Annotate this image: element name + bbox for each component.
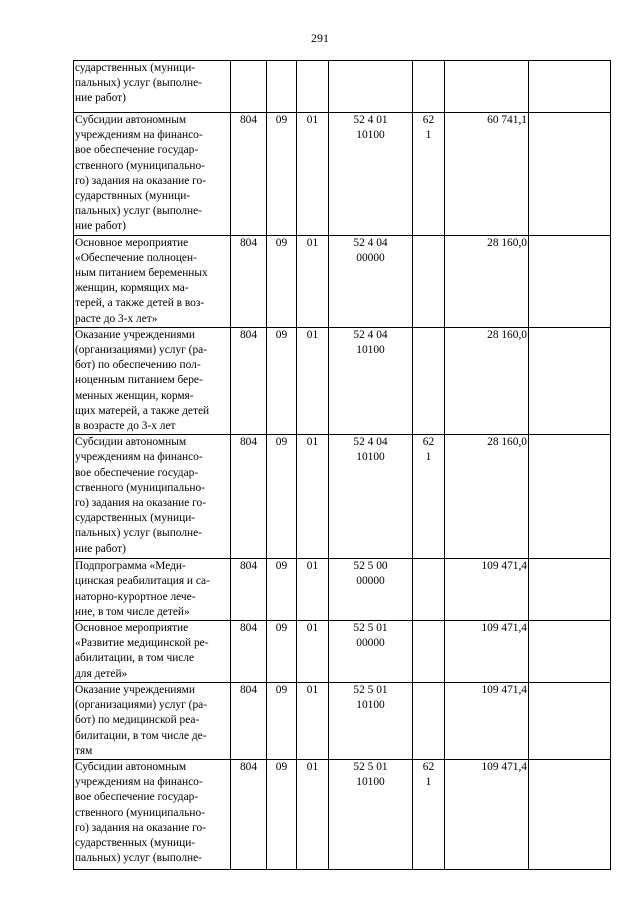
section-code-cell: 09 xyxy=(267,435,297,559)
subsection-code-cell: 01 xyxy=(297,559,329,621)
item-name-cell: Основное мероприятие «Развитие медицинской ре- абилитации, в том числе для детей» xyxy=(74,621,231,683)
target-article-cell: 52 5 01 10100 xyxy=(329,682,413,759)
item-name-cell: сударственных (муници- пальных) услуг (выполне- ние работ) xyxy=(74,61,231,113)
expense-type-cell xyxy=(413,61,445,113)
section-code-cell: 09 xyxy=(267,759,297,869)
subsection-code-cell: 01 xyxy=(297,682,329,759)
amount-cell xyxy=(445,61,529,113)
empty-cell xyxy=(529,559,611,621)
ministry-code-cell: 804 xyxy=(231,435,267,559)
empty-cell xyxy=(529,327,611,434)
amount-cell: 109 471,4 xyxy=(445,559,529,621)
section-code-cell: 09 xyxy=(267,113,297,236)
ministry-code-cell: 804 xyxy=(231,559,267,621)
amount-cell: 28 160,0 xyxy=(445,235,529,327)
section-code-cell xyxy=(267,61,297,113)
empty-cell xyxy=(529,759,611,869)
expense-type-cell xyxy=(413,559,445,621)
amount-cell: 28 160,0 xyxy=(445,327,529,434)
table-row xyxy=(74,435,611,559)
target-article-cell: 52 4 01 10100 xyxy=(329,113,413,236)
target-article-cell: 52 4 04 10100 xyxy=(329,327,413,434)
expense-type-cell: 62 1 xyxy=(413,759,445,869)
table-row xyxy=(74,235,611,327)
target-article-cell: 52 5 01 00000 xyxy=(329,621,413,683)
item-name-cell: Оказание учреждениями (организациями) услуг (ра- бот) по обеспечению пол- ноценным питанием бере- менных женщин, кормя- щих матерей, а также детей в возрасте до 3-х лет xyxy=(74,327,231,434)
item-name-cell: Подпрограмма «Меди- цинская реабилитация и са- наторно-курортное лече- ние, в том числе детей» xyxy=(74,559,231,621)
budget-table xyxy=(73,60,611,870)
section-code-cell: 09 xyxy=(267,327,297,434)
section-code-cell: 09 xyxy=(267,559,297,621)
subsection-code-cell: 01 xyxy=(297,113,329,236)
item-name-cell: Оказание учреждениями (организациями) услуг (ра- бот) по медицинской реа- билитации, в том числе де- тям xyxy=(74,682,231,759)
empty-cell xyxy=(529,113,611,236)
target-article-cell: 52 5 00 00000 xyxy=(329,559,413,621)
table-row xyxy=(74,327,611,434)
table-row xyxy=(74,759,611,869)
table-row xyxy=(74,621,611,683)
empty-cell xyxy=(529,435,611,559)
empty-cell xyxy=(529,621,611,683)
item-name-cell: Субсидии автономным учреждениям на финансо- вое обеспечение государ- ственного (муниципально- го) задания на оказание го- сударственных (муници- пальных) услуг (выполне- ние работ) xyxy=(74,435,231,559)
empty-cell xyxy=(529,682,611,759)
table-row xyxy=(74,682,611,759)
target-article-cell: 52 5 01 10100 xyxy=(329,759,413,869)
expense-type-cell: 62 1 xyxy=(413,113,445,236)
subsection-code-cell: 01 xyxy=(297,621,329,683)
section-code-cell: 09 xyxy=(267,621,297,683)
expense-type-cell xyxy=(413,235,445,327)
item-name-cell: Основное мероприятие «Обеспечение полноцен- ным питанием беременных женщин, кормящих ма- терей, а также детей в воз- расте до 3-х лет» xyxy=(74,235,231,327)
subsection-code-cell: 01 xyxy=(297,435,329,559)
item-name-cell: Субсидии автономным учреждениям на финансо- вое обеспечение государ- ственного (муниципально- го) задания на оказание го- сударственных (муници- пальных) услуг (выполне- xyxy=(74,759,231,869)
empty-cell xyxy=(529,61,611,113)
expense-type-cell: 62 1 xyxy=(413,435,445,559)
section-code-cell: 09 xyxy=(267,682,297,759)
table-row xyxy=(74,113,611,236)
table-row xyxy=(74,61,611,113)
amount-cell: 60 741,1 xyxy=(445,113,529,236)
target-article-cell: 52 4 04 10100 xyxy=(329,435,413,559)
item-name-cell: Субсидии автономным учреждениям на финансо- вое обеспечение государ- ственного (муниципально- го) задания на оказание го- сударствнных (муници- пальных) услуг (выполне- ние работ) xyxy=(74,113,231,236)
target-article-cell xyxy=(329,61,413,113)
ministry-code-cell: 804 xyxy=(231,113,267,236)
ministry-code-cell xyxy=(231,61,267,113)
section-code-cell: 09 xyxy=(267,235,297,327)
subsection-code-cell xyxy=(297,61,329,113)
ministry-code-cell: 804 xyxy=(231,759,267,869)
ministry-code-cell: 804 xyxy=(231,235,267,327)
expense-type-cell xyxy=(413,682,445,759)
ministry-code-cell: 804 xyxy=(231,682,267,759)
amount-cell: 109 471,4 xyxy=(445,759,529,869)
target-article-cell: 52 4 04 00000 xyxy=(329,235,413,327)
ministry-code-cell: 804 xyxy=(231,327,267,434)
amount-cell: 109 471,4 xyxy=(445,682,529,759)
expense-type-cell xyxy=(413,621,445,683)
subsection-code-cell: 01 xyxy=(297,235,329,327)
expense-type-cell xyxy=(413,327,445,434)
subsection-code-cell: 01 xyxy=(297,759,329,869)
budget-table-body xyxy=(74,61,611,870)
subsection-code-cell: 01 xyxy=(297,327,329,434)
amount-cell: 109 471,4 xyxy=(445,621,529,683)
ministry-code-cell: 804 xyxy=(231,621,267,683)
empty-cell xyxy=(529,235,611,327)
table-row xyxy=(74,559,611,621)
page-number: 291 xyxy=(311,31,329,45)
amount-cell: 28 160,0 xyxy=(445,435,529,559)
